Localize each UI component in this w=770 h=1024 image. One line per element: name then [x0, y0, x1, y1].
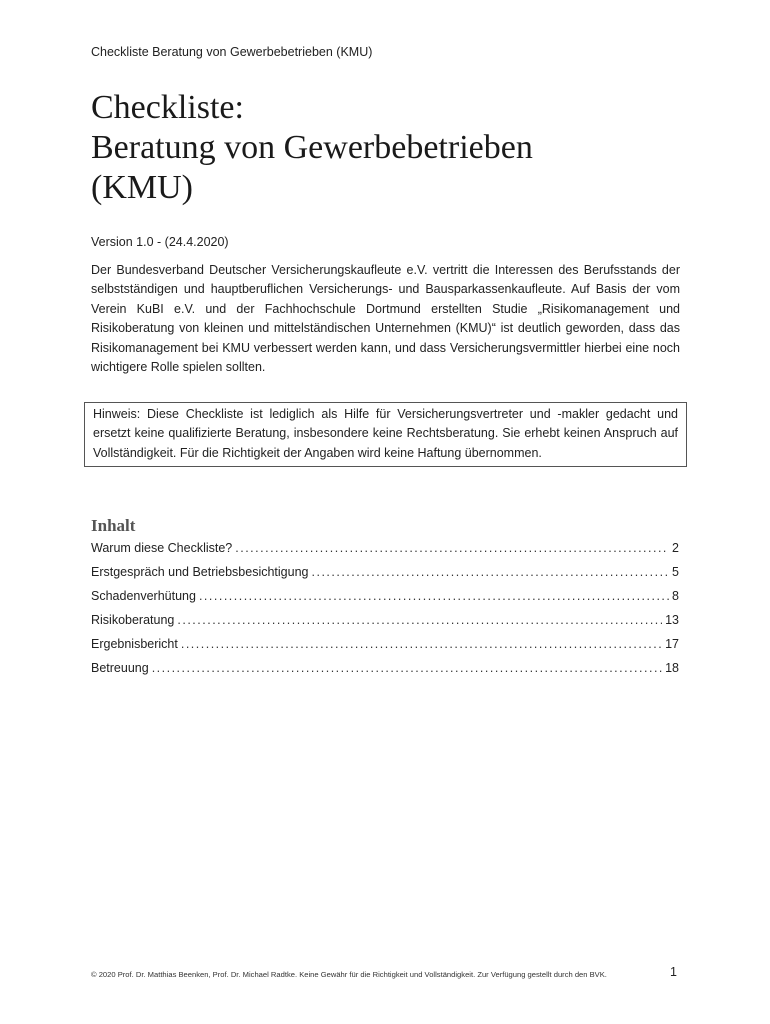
title-line-2: Beratung von Gewerbebetrieben	[91, 129, 533, 166]
toc-entry[interactable]	[91, 613, 679, 637]
toc-leader-dots	[181, 637, 662, 651]
running-header: Checkliste Beratung von Gewerbebetrieben (KMU)	[91, 45, 373, 59]
toc-leader-dots	[177, 613, 662, 627]
intro-paragraph: Der Bundesverband Deutscher Versicherungskaufleute e.V. vertritt die Interessen des Berufsstands der selbstständigen und hauptberuflichen Versicherungs- und Bausparkassenkaufleute. Auf Basis der vom Verein KuBI e.V. und der Fachhochschule Dortmund erstellten Studie „Risikomanagement und Risikoberatung von kleinen und mittelständischen Unternehmen (KMU)“ ist deutlich geworden, dass das Risikomanagement bei KMU verbessert werden kann, und dass Versicherungsvermittler hierbei eine noch wichtigere Rolle spielen sollten.	[91, 263, 680, 375]
toc-entry-label: Betreuung	[91, 661, 149, 675]
toc-leader-dots	[235, 541, 669, 555]
toc-leader-dots	[312, 565, 670, 579]
disclaimer-box: Hinweis: Diese Checkliste ist lediglich als Hilfe für Versicherungsvertreter und -makler gedacht und ersetzt keine qualifizierte Beratung, insbesondere keine Rechtsberatung. Sie erhebt keinen Anspruch auf Vollständigkeit. Für die Richtigkeit der Angaben wird keine Haftung übernommen.	[84, 402, 687, 467]
toc-entry-label: Ergebnisbericht	[91, 637, 178, 651]
title-line-1: Checkliste:	[91, 89, 244, 126]
toc-entry[interactable]	[91, 661, 679, 685]
toc-entry-page: 17	[665, 637, 679, 651]
toc-entry[interactable]	[91, 589, 679, 613]
toc-entry-label: Schadenverhütung	[91, 589, 196, 603]
toc-leader-dots	[152, 661, 662, 675]
toc-entry-page: 5	[672, 565, 679, 579]
toc-entry-label: Erstgespräch und Betriebsbesichtigung	[91, 565, 309, 579]
toc-entry[interactable]	[91, 565, 679, 589]
toc-entry[interactable]	[91, 541, 679, 565]
toc-leader-dots	[199, 589, 669, 603]
toc-entry-page: 8	[672, 589, 679, 603]
toc-entry-page: 2	[672, 541, 679, 555]
toc-entry[interactable]	[91, 637, 679, 661]
toc-heading: Inhalt	[91, 516, 136, 535]
table-of-contents	[91, 541, 679, 685]
footer-copyright: © 2020 Prof. Dr. Matthias Beenken, Prof. Dr. Michael Radtke. Keine Gewähr für die Richtigkeit und Vollständigkeit. Zur Verfügung gestellt durch den BVK.	[91, 970, 607, 979]
page-number: 1	[670, 965, 677, 979]
version-info: Version 1.0 - (24.4.2020)	[91, 235, 229, 249]
title-line-3: (KMU)	[91, 169, 193, 206]
toc-entry-label: Warum diese Checkliste?	[91, 541, 233, 555]
toc-entry-label: Risikoberatung	[91, 613, 175, 627]
toc-entry-page: 18	[665, 661, 679, 675]
toc-entry-page: 13	[665, 613, 679, 627]
document-title	[91, 88, 533, 208]
